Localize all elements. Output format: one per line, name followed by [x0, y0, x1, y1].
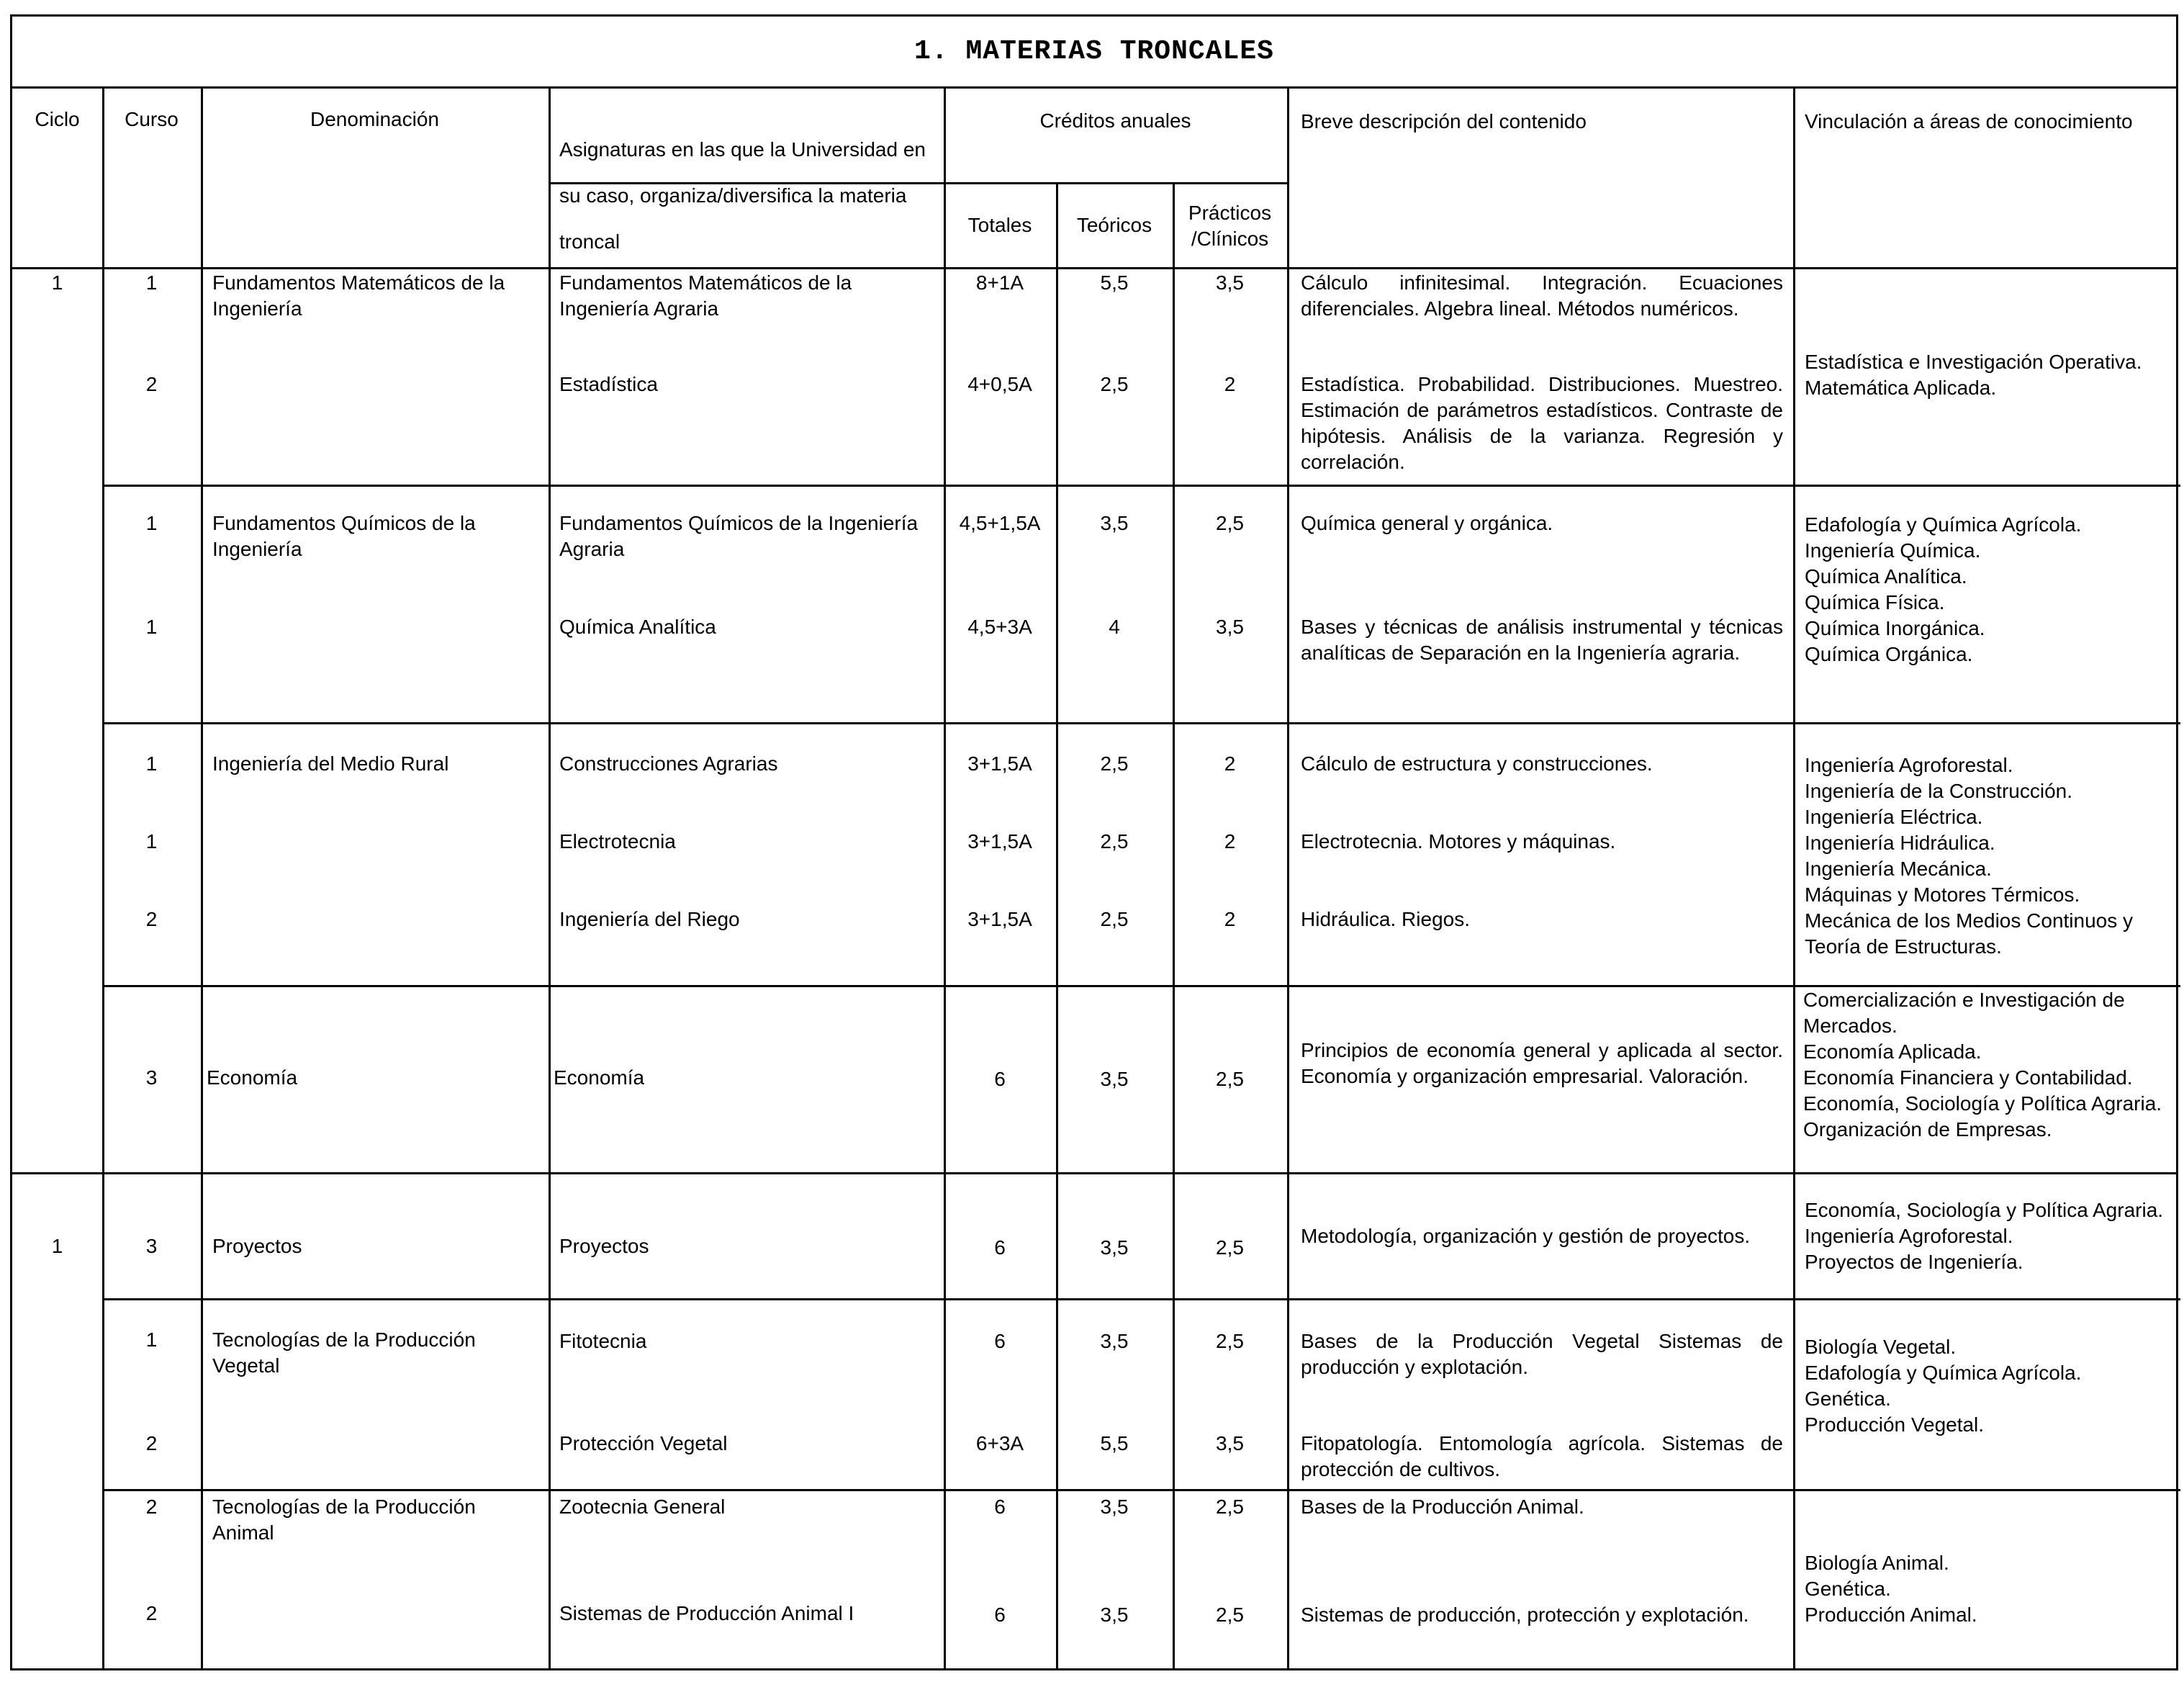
header-descripcion: Breve descripción del contenido	[1301, 110, 1587, 132]
teoricos-cell: 2,5	[1100, 752, 1129, 775]
header-totales: Totales	[967, 214, 1032, 236]
practicos-cell: 2,5	[1216, 1068, 1244, 1090]
teoricos-cell: 2,5	[1100, 830, 1129, 853]
areas-cell: Estadística e Investigación Operativa. Matemática Aplicada.	[1805, 351, 2142, 399]
practicos-cell: 2,5	[1216, 1236, 1244, 1259]
table-title: 1. MATERIAS TRONCALES	[12, 17, 2176, 89]
curso-cell: 1	[145, 271, 158, 294]
denominacion-cell: Fundamentos Matemáticos de la Ingeniería	[212, 271, 505, 320]
curso-cell: 1	[145, 616, 158, 638]
practicos-cell: 2	[1224, 830, 1236, 853]
curso-cell: 3	[145, 1066, 158, 1089]
asignatura-cell: Estadística	[559, 373, 658, 395]
header-curso: Curso	[125, 108, 179, 130]
denominacion-cell: Proyectos	[212, 1235, 302, 1257]
asignatura-cell: Construcciones Agrarias	[559, 752, 778, 775]
header-creditos: Créditos anuales	[1039, 109, 1191, 132]
practicos-cell: 2,5	[1216, 512, 1244, 534]
descripcion-cell: Fitopatología. Entomología agrícola. Sistemas de protección de cultivos.	[1301, 1432, 1783, 1480]
denominacion-cell: Fundamentos Químicos de la Ingeniería	[212, 512, 476, 560]
practicos-cell: 2	[1224, 752, 1236, 775]
denominacion-cell: Ingeniería del Medio Rural	[212, 752, 449, 775]
teoricos-cell: 4	[1109, 616, 1120, 638]
totales-cell: 6	[994, 1068, 1006, 1090]
practicos-cell: 2	[1224, 373, 1236, 395]
row-divider	[12, 1172, 2176, 1174]
row-divider	[102, 722, 2180, 724]
totales-cell: 6	[994, 1496, 1006, 1518]
descripcion-cell: Bases y técnicas de análisis instrumental y técnicas analíticas de Separación en la Ingeniería agraria.	[1301, 616, 1783, 664]
areas-cell: Ingeniería Agroforestal. Ingeniería de la Construcción. Ingeniería Eléctrica. Ingeniería Hidráulica. Ingeniería Mecánica. Máquinas y Motores Térmicos. Mecánica de los Medios Continuos y Teoría de Estructuras.	[1805, 754, 2134, 958]
descripcion-cell: Cálculo de estructura y construcciones.	[1301, 752, 1653, 775]
totales-cell: 6+3A	[975, 1432, 1024, 1454]
totales-cell: 3+1,5A	[967, 830, 1032, 853]
curso-cell: 2	[145, 373, 158, 395]
practicos-cell: 3,5	[1216, 271, 1244, 294]
curso-cell: 2	[145, 1602, 158, 1624]
header-asignaturas: Asignaturas en las que la Universidad en su caso, organiza/diversifica la materia troncal	[559, 138, 926, 253]
descripcion-cell: Estadística. Probabilidad. Distribuciones. Muestreo. Estimación de parámetros estadísticos. Contraste de hipótesis. Análisis de la varianza. Regresión y correlación.	[1301, 373, 1783, 473]
teoricos-cell: 3,5	[1100, 1236, 1129, 1259]
row-divider	[12, 267, 2176, 269]
curso-cell: 2	[145, 1496, 158, 1518]
totales-cell: 6	[994, 1604, 1006, 1626]
teoricos-cell: 3,5	[1100, 1068, 1129, 1090]
header-ciclo: Ciclo	[35, 108, 80, 130]
totales-cell: 3+1,5A	[967, 908, 1032, 930]
curso-cell: 1	[145, 1328, 158, 1351]
areas-cell: Comercialización e Investigación de Mercados. Economía Aplicada. Economía Financiera y Contabilidad. Economía, Sociología y Política Agraria. Organización de Empresas.	[1803, 989, 2162, 1141]
descripcion-cell: Bases de la Producción Vegetal Sistemas de producción y explotación.	[1301, 1330, 1783, 1378]
descripcion-cell: Química general y orgánica.	[1301, 512, 1553, 534]
denominacion-cell: Tecnologías de la Producción Animal	[212, 1496, 476, 1544]
areas-cell: Edafología y Química Agrícola. Ingeniería Química. Química Analítica. Química Física. Química Inorgánica. Química Orgánica.	[1805, 513, 2082, 665]
ciclo-cell: 1	[51, 271, 63, 294]
denominacion-cell: Tecnologías de la Producción Vegetal	[212, 1328, 476, 1377]
asignatura-cell: Química Analítica	[559, 616, 716, 638]
practicos-cell: 2,5	[1216, 1330, 1244, 1352]
asignatura-cell: Sistemas de Producción Animal I	[559, 1602, 854, 1624]
teoricos-cell: 5,5	[1100, 1432, 1129, 1454]
totales-cell: 4+0,5A	[967, 373, 1032, 395]
teoricos-cell: 2,5	[1100, 373, 1129, 395]
header-denominacion: Denominación	[310, 108, 439, 130]
teoricos-cell: 3,5	[1100, 512, 1129, 534]
descripcion-cell: Bases de la Producción Animal.	[1301, 1496, 1584, 1518]
asignatura-cell: Ingeniería del Riego	[559, 908, 740, 930]
asignatura-cell: Proyectos	[559, 1235, 649, 1257]
descripcion-cell: Cálculo infinitesimal. Integración. Ecuaciones diferenciales. Algebra lineal. Métodos numéricos.	[1301, 271, 1783, 320]
curso-cell: 1	[145, 752, 158, 775]
totales-cell: 6	[994, 1236, 1006, 1259]
descripcion-cell: Hidráulica. Riegos.	[1301, 908, 1470, 930]
curso-cell: 1	[145, 512, 158, 534]
descripcion-cell: Electrotecnia. Motores y máquinas.	[1301, 830, 1616, 853]
asignatura-cell: Economía	[554, 1066, 645, 1089]
column-divider	[201, 89, 203, 1668]
asignatura-cell: Fundamentos Químicos de la Ingeniería Agraria	[559, 512, 919, 560]
header-practicos: Prácticos /Clínicos	[1188, 202, 1272, 250]
column-divider	[549, 89, 551, 1668]
teoricos-cell: 2,5	[1100, 908, 1129, 930]
totales-cell: 6	[994, 1330, 1006, 1352]
ciclo-cell: 1	[51, 1235, 63, 1257]
row-divider	[102, 1298, 2180, 1300]
asignatura-cell: Fundamentos Matemáticos de la Ingeniería Agraria	[559, 271, 852, 320]
descripcion-cell: Principios de economía general y aplicada al sector. Economía y organización empresarial. Valoración.	[1301, 1039, 1783, 1087]
denominacion-cell: Economía	[207, 1066, 298, 1089]
asignatura-cell: Electrotecnia	[559, 830, 676, 853]
descripcion-cell: Sistemas de producción, protección y explotación.	[1301, 1604, 1749, 1626]
practicos-cell: 3,5	[1216, 616, 1244, 638]
areas-cell: Biología Animal. Genética. Producción Animal.	[1805, 1552, 1977, 1626]
teoricos-cell: 3,5	[1100, 1604, 1129, 1626]
asignatura-cell: Protección Vegetal	[559, 1432, 728, 1454]
practicos-cell: 3,5	[1216, 1432, 1244, 1454]
header-teoricos: Teóricos	[1076, 214, 1152, 236]
practicos-cell: 2	[1224, 908, 1236, 930]
totales-cell: 3+1,5A	[967, 752, 1032, 775]
header-vinculacion: Vinculación a áreas de conocimiento	[1805, 110, 2133, 132]
totales-cell: 8+1A	[975, 271, 1024, 294]
totales-cell: 4,5+1,5A	[959, 512, 1041, 534]
areas-cell: Biología Vegetal. Edafología y Química Agrícola. Genética. Producción Vegetal.	[1805, 1336, 2082, 1436]
column-divider	[1287, 89, 1289, 1668]
curso-cell: 2	[145, 1432, 158, 1454]
practicos-cell: 2,5	[1216, 1604, 1244, 1626]
descripcion-cell: Metodología, organización y gestión de proyectos.	[1301, 1225, 1751, 1247]
teoricos-cell: 5,5	[1100, 271, 1129, 294]
column-divider	[1793, 89, 1795, 1668]
asignatura-cell: Zootecnia General	[559, 1496, 726, 1518]
curso-cell: 2	[145, 908, 158, 930]
row-divider	[102, 485, 2180, 487]
asignatura-cell: Fitotecnia	[559, 1330, 647, 1352]
totales-cell: 4,5+3A	[967, 616, 1032, 638]
curso-cell: 1	[145, 830, 158, 853]
materias-troncales-table	[10, 14, 2178, 1670]
teoricos-cell: 3,5	[1100, 1496, 1129, 1518]
row-divider	[102, 1489, 2180, 1491]
areas-cell: Economía, Sociología y Política Agraria. Ingeniería Agroforestal. Proyectos de Ingeniería.	[1805, 1199, 2164, 1273]
practicos-cell: 2,5	[1216, 1496, 1244, 1518]
teoricos-cell: 3,5	[1100, 1330, 1129, 1352]
curso-cell: 3	[145, 1235, 158, 1257]
